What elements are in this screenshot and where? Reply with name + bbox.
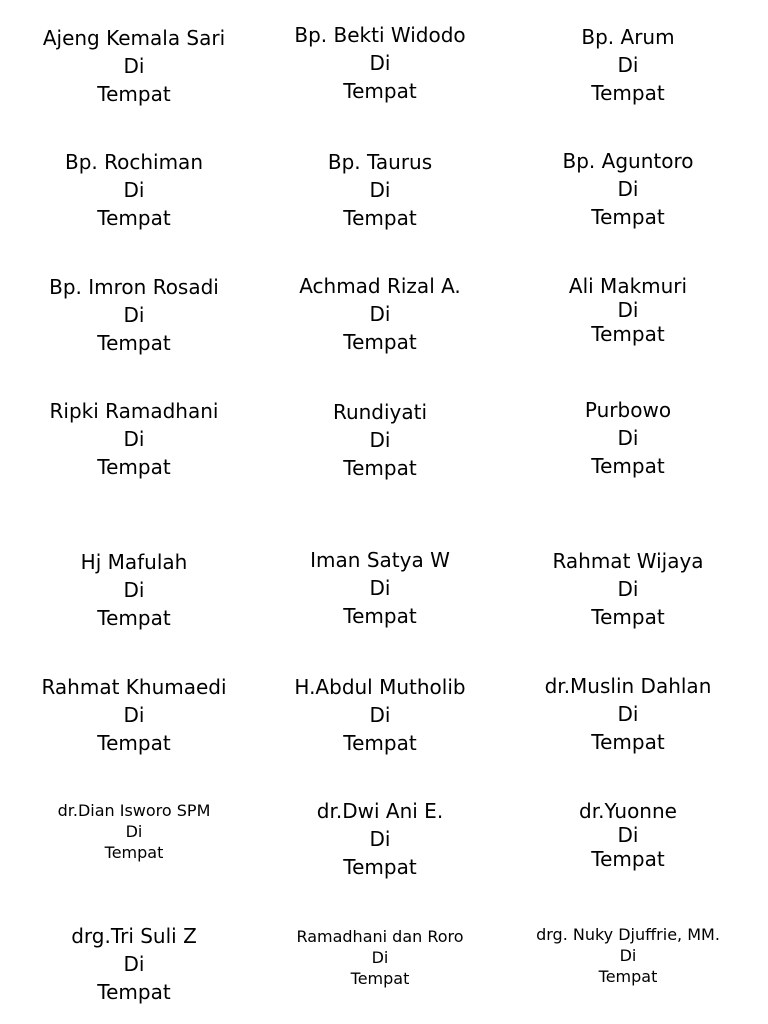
recipient-name: Rahmat Wijaya	[552, 549, 704, 573]
recipient-name: Bp. Taurus	[327, 150, 433, 174]
label-di: Di	[369, 428, 391, 452]
address-label	[14, 548, 254, 632]
label-tempat: Tempat	[97, 980, 171, 1004]
recipient-name: H.Abdul Mutholib	[294, 675, 466, 699]
label-tempat: Tempat	[591, 730, 665, 754]
label-tempat: Tempat	[343, 456, 417, 480]
label-di: Di	[617, 577, 639, 601]
label-tempat: Tempat	[591, 605, 665, 629]
label-tempat: Tempat	[350, 969, 410, 988]
address-label	[260, 148, 500, 232]
label-tempat: Tempat	[343, 731, 417, 755]
label-di: Di	[617, 177, 639, 201]
label-tempat: Tempat	[343, 855, 417, 879]
address-label	[14, 800, 254, 863]
label-di: Di	[617, 298, 639, 322]
address-label	[14, 673, 254, 757]
label-di: Di	[123, 578, 145, 602]
recipient-name: Rahmat Khumaedi	[41, 675, 227, 699]
recipient-name: Iman Satya W	[310, 548, 450, 572]
address-label	[508, 396, 748, 480]
label-di: Di	[123, 952, 145, 976]
label-di: Di	[369, 302, 391, 326]
address-label	[508, 924, 748, 987]
label-tempat: Tempat	[591, 847, 665, 871]
address-label	[260, 398, 500, 482]
recipient-name: Bp. Rochiman	[64, 150, 203, 174]
recipient-name: dr.Yuonne	[579, 799, 677, 823]
label-di: Di	[369, 51, 391, 75]
recipient-name: dr.Dwi Ani E.	[316, 799, 444, 823]
label-di: Di	[123, 303, 145, 327]
recipient-name: Bp. Arum	[581, 25, 675, 49]
label-tempat: Tempat	[97, 82, 171, 106]
address-label	[508, 547, 748, 631]
label-tempat: Tempat	[598, 967, 658, 986]
label-di: Di	[123, 54, 145, 78]
recipient-name: Ali Makmuri	[568, 274, 688, 298]
label-tempat: Tempat	[343, 604, 417, 628]
label-tempat: Tempat	[97, 455, 171, 479]
label-di: Di	[123, 178, 145, 202]
recipient-name: Ripki Ramadhani	[49, 399, 219, 423]
recipient-name: drg.Tri Suli Z	[71, 924, 197, 948]
label-di: Di	[369, 827, 391, 851]
label-di: Di	[617, 823, 639, 847]
label-tempat: Tempat	[97, 206, 171, 230]
label-tempat: Tempat	[591, 454, 665, 478]
label-di: Di	[369, 178, 391, 202]
label-tempat: Tempat	[591, 322, 665, 346]
label-di: Di	[123, 427, 145, 451]
recipient-name: Ajeng Kemala Sari	[42, 26, 226, 50]
address-label	[508, 799, 748, 871]
recipient-name: Hj Mafulah	[80, 550, 188, 574]
address-label	[14, 273, 254, 357]
label-tempat: Tempat	[97, 606, 171, 630]
recipient-name: dr.Muslin Dahlan	[544, 674, 712, 698]
recipient-name: Ramadhani dan Roro	[296, 927, 464, 946]
label-tempat: Tempat	[104, 843, 164, 862]
label-di: Di	[617, 53, 639, 77]
address-label	[260, 272, 500, 356]
label-tempat: Tempat	[97, 331, 171, 355]
address-label	[508, 672, 748, 756]
address-label	[14, 148, 254, 232]
label-di: Di	[617, 426, 639, 450]
recipient-name: Bp. Imron Rosadi	[49, 275, 219, 299]
label-tempat: Tempat	[343, 206, 417, 230]
label-di: Di	[369, 703, 391, 727]
address-label	[260, 926, 500, 989]
recipient-name: Rundiyati	[332, 400, 428, 424]
address-label	[260, 797, 500, 881]
address-label	[14, 24, 254, 108]
address-label	[260, 673, 500, 757]
label-di: Di	[619, 946, 637, 965]
recipient-name: drg. Nuky Djuffrie, MM.	[536, 925, 720, 944]
recipient-name: Bp. Bekti Widodo	[294, 23, 466, 47]
label-tempat: Tempat	[343, 79, 417, 103]
address-label	[14, 922, 254, 1006]
label-tempat: Tempat	[591, 205, 665, 229]
recipient-name: dr.Dian Isworo SPM	[57, 801, 211, 820]
label-di: Di	[369, 576, 391, 600]
label-tempat: Tempat	[97, 731, 171, 755]
label-di: Di	[125, 822, 143, 841]
label-tempat: Tempat	[343, 330, 417, 354]
address-label	[508, 274, 748, 346]
address-label	[260, 21, 500, 105]
label-di: Di	[123, 703, 145, 727]
address-label	[508, 23, 748, 107]
label-di: Di	[617, 702, 639, 726]
recipient-name: Achmad Rizal A.	[299, 274, 461, 298]
label-di: Di	[371, 948, 389, 967]
address-label	[508, 147, 748, 231]
address-label	[14, 397, 254, 481]
label-tempat: Tempat	[591, 81, 665, 105]
address-label	[260, 546, 500, 630]
recipient-name: Purbowo	[584, 398, 672, 422]
recipient-name: Bp. Aguntoro	[562, 149, 694, 173]
